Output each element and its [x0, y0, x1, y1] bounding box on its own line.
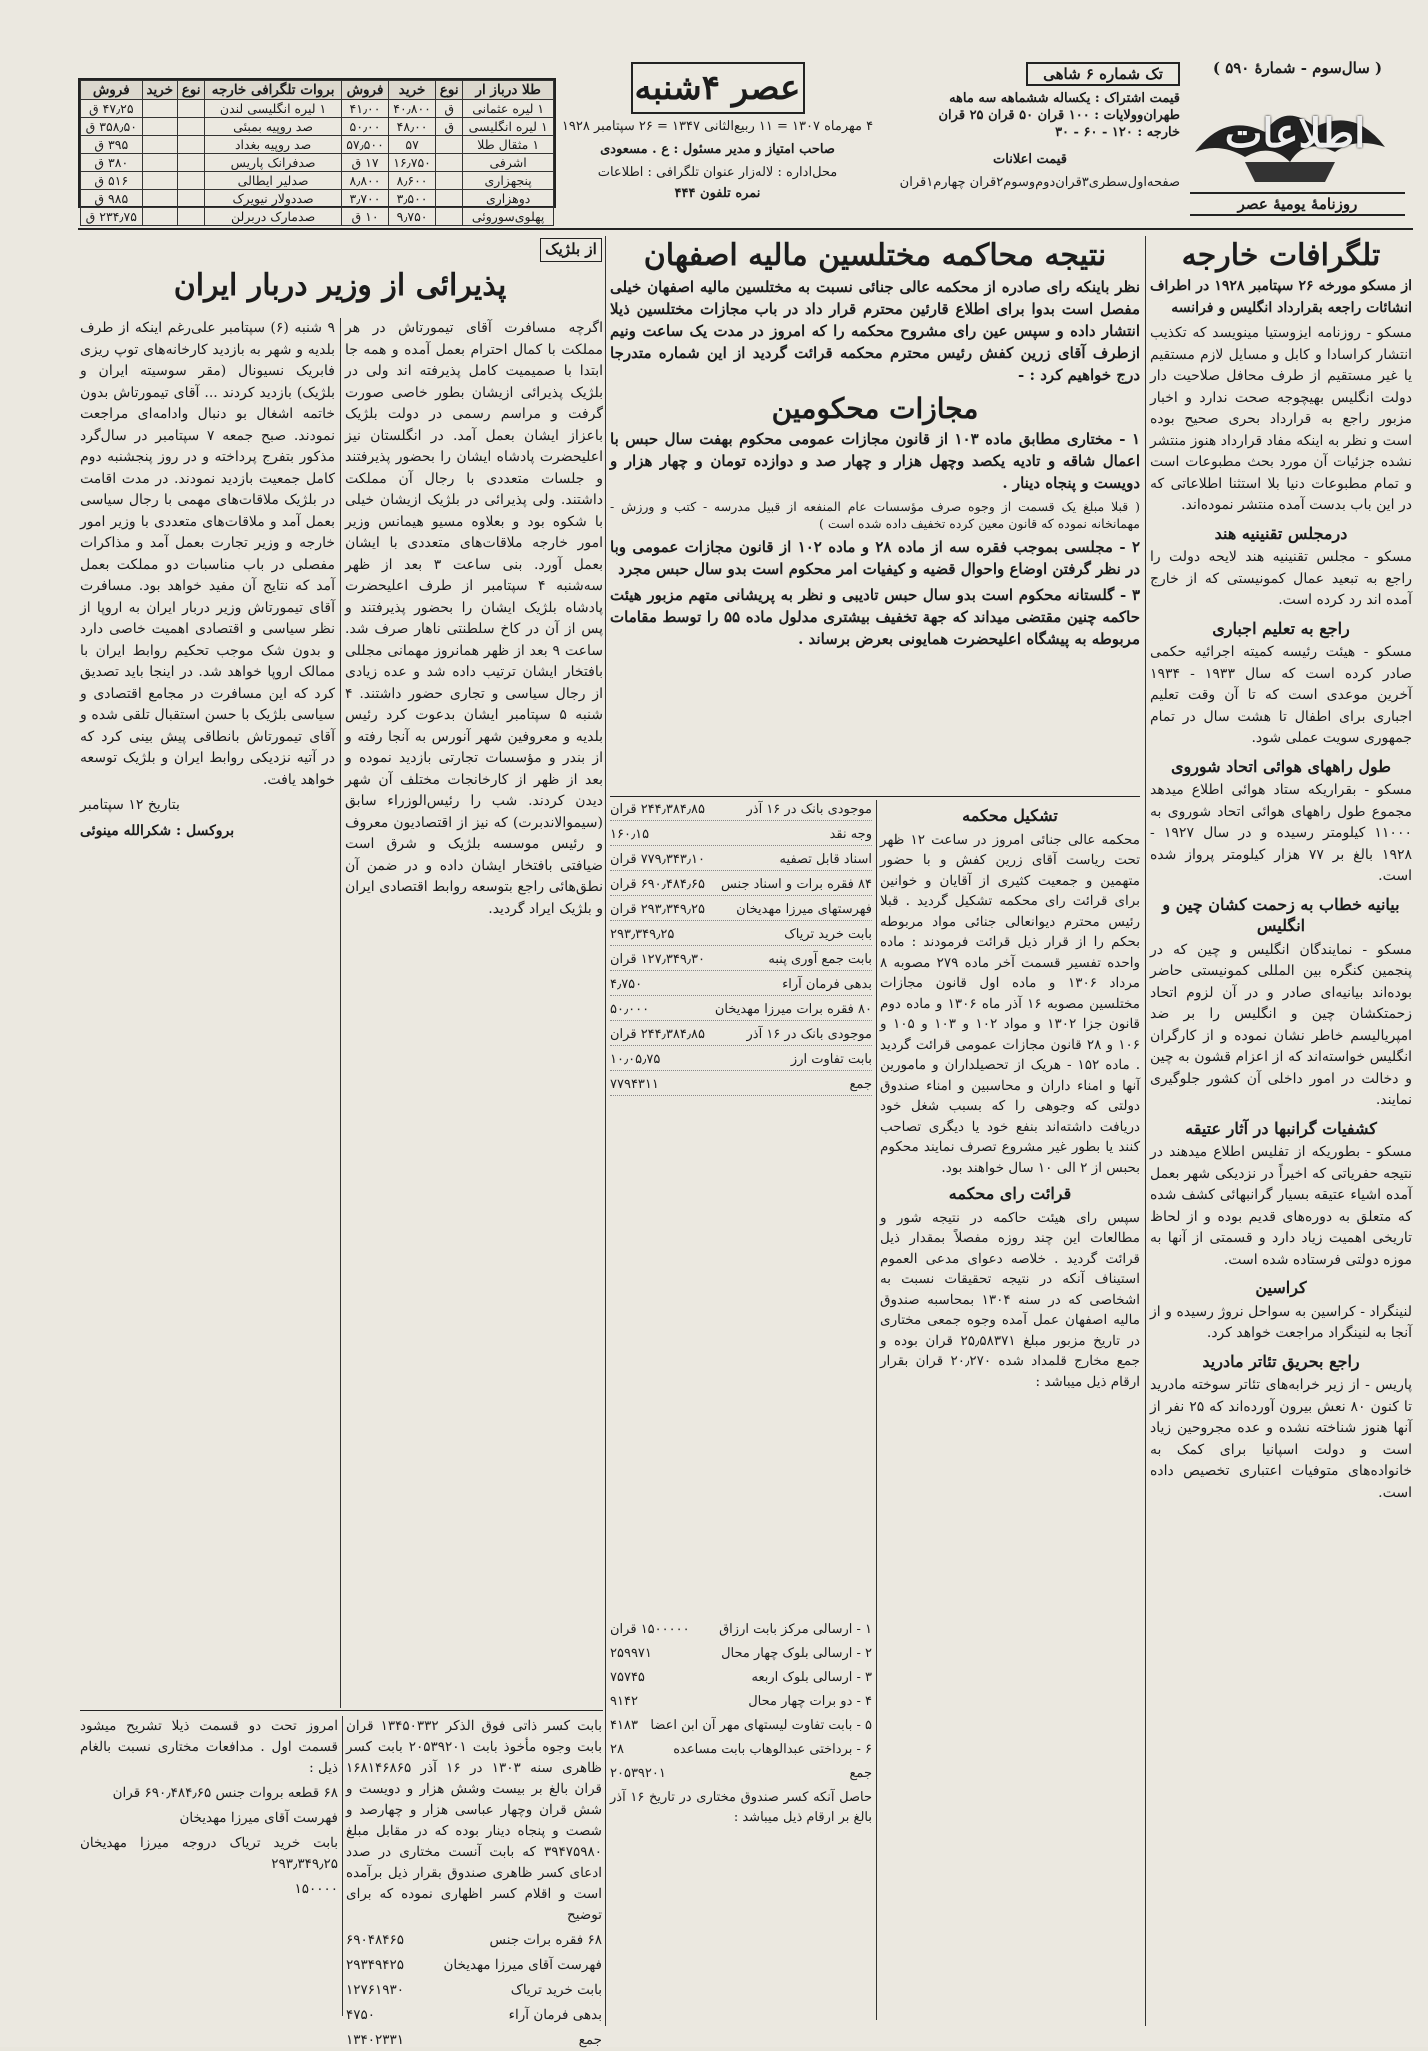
reception-title: پذیرائی از وزیر دربار ایران: [173, 268, 507, 303]
rates-row: [81, 208, 554, 226]
ads-line: صفحه‌اول‌سطری‌۳قران‌دوم‌وسوم‌۲قران چهارم‌۱قران: [899, 175, 1180, 190]
ledger-value: ۴۱۸۳: [610, 1718, 638, 1733]
ledger-row: [610, 1075, 872, 1096]
court-title: نتیجه محاکمه مختلسین مالیه اصفهان: [643, 238, 1107, 273]
column-rule: [340, 318, 341, 1708]
rates-cell: پهلوی‌سوروئی: [463, 208, 554, 226]
rates-row: [81, 118, 554, 136]
ledger-row: [610, 1000, 872, 1021]
paper-day: عصر ۴شنبه: [631, 62, 805, 114]
ledger-row: [610, 1668, 872, 1688]
ledger-value: ۷۷۹٫۳۴۳٫۱۰ قران: [610, 852, 705, 867]
rates-cell: [178, 136, 205, 154]
rates-cell: [178, 154, 205, 172]
rates-cell: ۳۵۸٫۵۰ ق: [81, 118, 143, 136]
rates-table: [80, 80, 554, 226]
ledger-row: [610, 1050, 872, 1071]
ledger-label: وجه نقد: [829, 827, 872, 842]
rates-cell: [178, 190, 205, 208]
rates-header-cell: فروش: [341, 81, 388, 100]
ledger-row: [346, 1930, 602, 1951]
rates-cell: ۴۸٫۰۰: [389, 118, 436, 136]
rates-cell: [142, 118, 177, 136]
rates-cell: ۱۷ ق: [341, 154, 388, 172]
court-item-1-note: ( قبلا مبلغ یک قسمت از وجوه صرف مؤسسات عام المنفعه از قبیل مدرسه - کتب و ورزش - مهمانخانه نموده که قانون معین کرده تخفیف داده شده است ): [610, 499, 1140, 531]
rates-cell: ۵۷٫۵۰۰: [341, 136, 388, 154]
ledger-label: ۱ - ارسالی مرکز بابت ارزاق: [719, 1622, 872, 1637]
ledger-label: بابت خرید تریاک: [784, 927, 872, 942]
rates-cell: ۳۸۰ ق: [81, 154, 143, 172]
ledger-label: اسناد قابل تصفیه: [779, 852, 872, 867]
rates-cell: ۸٫۶۰۰: [389, 172, 436, 190]
ledger-column-3: [610, 1620, 872, 2020]
court-item-1: ۱ - مختاری مطابق ماده ۱۰۳ از قانون مجازات عمومی محکوم بهفت سال حبس با اعمال شاقه و تادیه یکصد وچهل هزار و چهار صد و دوازده تومان و چهار هزار و دویست و پنجاه دینار .: [610, 430, 1141, 492]
ledger-row: [610, 800, 872, 821]
rates-cell: صد روپیه بمبئی: [205, 118, 342, 136]
rates-cell: ۳٫۷۰۰: [341, 190, 388, 208]
ledger-label: ۶۸ فقره برات جنس: [489, 1932, 602, 1948]
rates-cell: ۴۱٫۰۰: [341, 100, 388, 118]
ledger-value: ۷۷۹۴۳۱۱: [610, 1077, 659, 1092]
ledger-value: ۲۸: [610, 1742, 624, 1757]
ledger-value: ۲۴۴٫۳۸۴٫۸۵ قران: [610, 1027, 705, 1042]
ledger-value: ۱۲۷٫۳۴۹٫۳۰ قران: [610, 952, 705, 967]
rates-cell: [436, 190, 463, 208]
reception-right-column: [80, 318, 335, 1708]
rates-cell: ۱ لیره عثمانی: [463, 100, 554, 118]
rates-cell: ۴۰٫۸۰۰: [389, 100, 436, 118]
rates-cell: ۱ لیره انگلیسی: [463, 118, 554, 136]
rates-header-cell: نوع: [436, 81, 463, 100]
owner-line: صاحب امتیاز و مدیر مسئول : ع . مسعودی: [600, 142, 835, 157]
rates-cell: ۵۷: [389, 136, 436, 154]
foreign-h1: درمجلس تقنینیه هند: [1214, 523, 1348, 543]
court-verdict-text: سپس رای هیئت حاکمه در نتیجه شور و مطالعات این چند روزه مفصلاً بمقدار ذیل قرائت گردید . خلاصه دعوای مدعی العموم استیناف آنکه در نتیجه تحقیقات نسبت به اشخاصی که در سنه ۱۳۰۴ بمحاسبه صندوق مالیه اصفهان عمل آمده وجوه جمعی مختاری در تاریخ مزبور مبلغ ۲۵٫۵۸۳۷۱ قران بوده و جمع مخارج قلمداد شده ۲۰٫۲۷۰ قران بقرار ارقام ذیل میباشد :: [880, 1209, 1141, 1390]
rates-cell: [178, 100, 205, 118]
rates-cell: [142, 154, 177, 172]
rates-cell: ۵۰٫۰۰: [341, 118, 388, 136]
ledger-value: ۶۹۰۴۸۴۶۵: [346, 1932, 405, 1948]
ledger-value: ۶۹۰٫۴۸۴٫۶۵ قران: [610, 877, 705, 892]
foreign-p7: لنینگراد - کراسین به سواحل نروژ رسیده و از آنجا به لنینگراد مراجعت خواهد کرد.: [1150, 1303, 1412, 1341]
phone-line: نمره تلفون ۴۴۴: [674, 186, 761, 201]
ledger-value: ۹۱۴۲: [610, 1694, 638, 1709]
ledger-label: ۸۰ فقره برات میرزا مهدیخان: [714, 1002, 872, 1017]
rates-cell: [142, 190, 177, 208]
rates-header-cell: نوع: [178, 81, 205, 100]
ledger-label: ۸۴ فقره برات و اسناد جنس: [720, 877, 872, 892]
bottom-line: ۱۵۰۰۰۰: [294, 1881, 338, 1897]
column-rule: [876, 800, 877, 2020]
rates-cell: ۱ مثقال طلا: [463, 136, 554, 154]
rates-cell: ۳۹۵ ق: [81, 136, 143, 154]
rates-cell: ق: [436, 100, 463, 118]
ledger-row: [610, 1740, 872, 1760]
rates-header-cell: طلا درباز ار: [463, 81, 554, 100]
rates-cell: دوهزاری: [463, 190, 554, 208]
foreign-h3: طول راههای هوائی اتحاد شوروی: [1170, 756, 1392, 776]
ledger-row: [346, 2005, 602, 2026]
paper-info-panel: [560, 62, 875, 222]
ledger-row: [610, 1692, 872, 1712]
ledger-label: جمع: [578, 2032, 602, 2048]
bottom-divider: [80, 1710, 603, 1711]
bottom-left-column: [80, 1716, 338, 2016]
ledger-value: ۲۵۹۹۷۱: [610, 1646, 652, 1661]
rates-cell: [178, 172, 205, 190]
ledger-row: [610, 925, 872, 946]
rates-cell: صدمارک دربرلن: [205, 208, 342, 226]
foreign-h2: راجع به تعلیم اجباری: [1212, 618, 1350, 638]
rates-row: [81, 172, 554, 190]
foreign-p8: پاریس - از زیر خرابه‌های تئاتر سوخته مادرید تا کنون ۸۰ نعش بیرون آورده‌اند که ۲۵ نفر از آنها هنوز شناخته نشده و عده مجروحین زیاد است و دولت اسپانیا برای کمک به خانواده‌های متوفیات اعتباری تخصیص داده است.: [1150, 1377, 1412, 1501]
subscription-abroad: خارجه : ۱۲۰ - ۶۰ - ۳۰: [1055, 125, 1180, 140]
rates-row: [81, 136, 554, 154]
tagline: روزنامهٔ یومیهٔ عصر: [1190, 192, 1405, 216]
reception-right-text: ۹ شنبه (۶) سپتامبر علی‌رغم اینکه از طرف بلدیه و شهر به بازدید کارخانه‌های توپ ریزی فابریک نسیونال (مقر سوسیته ایران و بلژیک) بازدید کردند ... آقای تیمورتاش بدون خاتمه اشغال بو دنبال وادامه‌ای مراجعت نمودند. صبح جمعه ۷ سپتامبر در سال‌گرد مذکور بتفرج پرداخته و در روز پنجشنبه دوم کامل جمعیت بازدید نمودند. در مدت اقامت در بلژیک ملاقات‌های مهمی با رجال سیاسی بعمل آمد و ملاقات‌های متعددی با وزیر امور خارجه و وزیر تجارت بعمل آمد و مذاکرات مفصلی در باب مناسبات دو مملکت بعمل آمد که نتایج آن مفید خواهد بود. مسافرت آقای تیمورتاش وزیر دربار ایران به اروپا از نظر سیاسی و اقتصادی اهمیت خاصی دارد و بدون شک موجب تحکیم روابط ایران با ممالک اروپا خواهد شد. در اینجا باید تصدیق کرد که این مسافرت در مجامع اقتصادی و سیاسی بلژیک با حسن استقبال تلقی شده و آقای تیمورتاش بانطاقی پیش بینی کرد که در آتیه نزدیکی روابط ایران و بلژیک توسعه خواهد یافت.: [80, 320, 335, 788]
ledger-value: ۴٫۷۵۰: [610, 977, 643, 992]
rates-header-cell: خرید: [142, 81, 177, 100]
ledger-value: ۴۷۵۰: [346, 2007, 376, 2023]
rates-cell: ۱ لیره انگلیسی لندن: [205, 100, 342, 118]
rates-row: [81, 190, 554, 208]
reception-sign-date: بتاریخ ۱۲ سپتامبر: [80, 797, 180, 813]
subscription-panel: [880, 62, 1180, 222]
ledger-label: فهرستهای میرزا مهدیخان: [736, 902, 872, 917]
rates-cell: [142, 172, 177, 190]
ledger-label: بابت تفاوت ارز: [790, 1052, 872, 1067]
bottom-line: بابت خرید تریاک دروجه میرزا مهدیخان ۲۹۳٫۳۴۹٫۲۵: [80, 1835, 338, 1872]
bottom-line: ۶۸ قطعه بروات جنس ۶۹۰٫۴۸۴٫۶۵ قران: [112, 1785, 338, 1801]
column-rule: [342, 1716, 343, 2016]
rates-cell: [142, 208, 177, 226]
bottom-lines: [80, 1783, 338, 1900]
rates-row: [81, 154, 554, 172]
rates-cell: اشرفی: [463, 154, 554, 172]
foreign-h6: کراسین: [1255, 1278, 1307, 1297]
rates-cell: ۲۳۴٫۷۵ ق: [81, 208, 143, 226]
foreign-p2: مسکو - مجلس تقنینیه هند لایحه دولت را راجع به تبعید عمال کمونیستی که از خارج آمده اند رد کرده است.: [1150, 549, 1412, 608]
rates-cell: ۴۷٫۲۵ ق: [81, 100, 143, 118]
ledger-row: [610, 1764, 872, 1784]
reception-left-text: اگرچه مسافرت آقای تیمورتاش در هر مملکت با کمال احترام بعمل آمده و همه جا ابتدا با صمیمیت کامل پذیرفته اند ولی در بلژیک پذیرائی ازیشان بطور خاصی صورت گرفت و مراسم رسمی در دولت بلژیک باعزاز ایشان بعمل آمد. در انگلستان نیز اعلیحضرت پادشاه ایشان را بحضور پذیرفتند و جلسات متعددی با رجال آن مملکت داشتند. ولی پذیرائی در بلژیک ازیشان خیلی با شکوه بود و بعلاوه مسیو هیمانس وزیر امور خارجه ملاقات‌های متعددی با ایشان بعمل آورد. بنی ساعت ۳ بعد از ظهر سه‌شنبه ۴ سپتامبر از طرف اعلیحضرت پادشاه بلژیک ایشان را بحضور پذیرفتند و پس از آن در کاخ سلطنتی ناهار صرف شد. ساعت ۹ بعد از ظهر همانروز مهمانی مجللی بافتخار ایشان ترتیب داده شد و عده زیادی از رجال سیاسی و تجاری حضور داشتند. ۴ شنبه ۵ سپتامبر ایشان بدعوت کرد رئیس بلدیه و معروفین شهر آنورس به آنجا رفته و از بندر و مؤسسات تجارتی بازدید نموده و بعد از ظهر از کارخانجات مختلف آن شهر دیدن کردند. شب را رئیس‌الوزراء سابق (سیموالاندبرت) که نیز از اقتصادیون معروف و رئیس موسسه بلژیک و شرق است ضیافتی بافتخار ایشان داده و در ضمن آن نطق‌هائی راجع بتوسعه روابط اقتصادی ایران و بلژیک ایراد گردید.: [345, 320, 603, 917]
ads-title: قیمت اعلانات: [993, 152, 1067, 167]
ledger-row: [610, 850, 872, 871]
ledger-value: ۲۰۵۳۹۲۰۱: [610, 1766, 666, 1781]
date-line: ۴ مهرماه ۱۳۰۷ = ۱۱ ربیع‌الثانی ۱۳۴۷ = ۲۶ سپتامبر ۱۹۲۸: [561, 119, 874, 134]
ledger-label: جمع: [849, 1766, 872, 1781]
ledger-value: ۱۶۰٫۱۵: [610, 827, 650, 842]
rates-cell: ۹۸۵ ق: [81, 190, 143, 208]
reception-sign-name: بروکسل : شکرالله مینوئی: [80, 822, 235, 839]
masthead-divider: [78, 228, 1413, 230]
ledger-value: ۲۹۳٫۳۴۹٫۲۵ قران: [610, 902, 705, 917]
ledger-value: ۲۹۳٫۳۴۹٫۲۵: [610, 927, 675, 942]
court-divider: [610, 796, 1140, 797]
rates-cell: صدفرانک پاریس: [205, 154, 342, 172]
ledger-note: حاصل آنکه کسر صندوق مختاری در تاریخ ۱۶ آذر بالغ بر ارقام ذیل میباشد :: [610, 1790, 873, 1825]
rates-cell: ۹٫۷۵۰: [389, 208, 436, 226]
ledger-row: [610, 1644, 872, 1664]
rates-row: [81, 100, 554, 118]
office-line: محل‌اداره : لاله‌زار عنوان تلگرافی : اطلاعات: [597, 165, 838, 180]
rates-cell: صددولار نیویرک: [205, 190, 342, 208]
rates-cell: [142, 136, 177, 154]
section-label: از بلژیک: [540, 238, 602, 262]
court-item-3: ۳ - گلستانه محکوم است بدو سال حبس تادیبی و نظر به پریشانی متهم مزبور هیئت حاکمه چنین مقتضی میداند که جهة تخفیف بیشتری مدلول ماده ۵۵ را توسط مقامات مربوطه به پیشگاه اعلیحضرت همایونی بعرض برساند .: [610, 586, 1140, 648]
rates-cell: ق: [436, 118, 463, 136]
ledger-label: ۵ - بابت تفاوت لیستهای مهر آن ابن اعضا: [650, 1718, 872, 1733]
logo-text: اطلاعات: [1224, 110, 1366, 157]
ledger-label: بابت جمع آوری پنبه: [768, 952, 872, 967]
foreign-title: تلگرافات خارجه: [1181, 238, 1381, 273]
ledger-row: [346, 1980, 602, 2001]
ledger-row: [610, 900, 872, 921]
ledger-label: بدهی فرمان آراء: [782, 977, 872, 992]
ledger-row: [346, 1955, 602, 1976]
rates-cell: [436, 154, 463, 172]
ledger-row: [610, 1025, 872, 1046]
subscription-tehran: طهران‌وولایات : ۱۰۰ قران ۵۰ قران ۲۵ قران: [938, 108, 1180, 123]
ledger-label: ۴ - دو برات چهار محال: [748, 1694, 872, 1709]
foreign-p3: مسکو - هیئت رئیسه کمیته اجرائیه حکمی صادر کرده است که سال ۱۹۳۳ - ۱۹۳۴ آخرین موعدی است که تا آن وقت تعلیم اجباری برای اطفال تا هشت سال در تمام جمهوری سویت عملی شود.: [1150, 644, 1412, 746]
foreign-h4: بیانیه خطاب به زحمت کشان چین و انگلیس: [1162, 894, 1400, 935]
rates-cell: پنجهزاری: [463, 172, 554, 190]
court-item-2: ۲ - مجلسی بموجب فقره سه از ماده ۲۸ و ماده ۱۰۲ از قانون مجازات عمومی وبا در نظر گرفتن اوضاع واحوال قضیه و کیفیات امر محکوم است بدو سال حبس مجرد: [610, 538, 1140, 578]
foreign-h5: کشفیات گرانبها در آثار عتیقه: [1185, 1118, 1377, 1138]
rates-cell: ۱۶٫۷۵۰: [389, 154, 436, 172]
rates-cell: [436, 136, 463, 154]
ledger-value: ۵۰٫۰۰۰: [610, 1002, 650, 1017]
ledger-label: بدهی فرمان آراء: [508, 2007, 602, 2023]
ledger-value: ۲۴۴٫۳۸۴٫۸۵ قران: [610, 802, 705, 817]
subscription-title: قیمت اشتراک : یکساله ششماهه سه ماهه: [949, 91, 1180, 106]
court-verdict-title: قرائت رای محکمه: [948, 1184, 1072, 1203]
rates-cell: ۸٫۸۰۰: [341, 172, 388, 190]
ledger-label: موجودی بانک در ۱۶ آذر: [746, 1027, 872, 1042]
rates-cell: [436, 172, 463, 190]
bottom-right-intro: بابت کسر ذاتی فوق الذکر ۱۳۴۵۰۳۳۲ قران بابت وجوه مأخوذ بابت ۲۰۵۳۹۲۰۱ بابت کسر ظاهری سنه ۱۳۰۳ در ۱۶ آذر ۱۶۸۱۴۶۸۶۵ قران بالغ بر بیست وشش هزار و دویست و شش قران وچهار عباسی هزار و چهارصد و شصت و پنجاه دینار بوده که در مقابل مبلغ ۳۹۴۷۵۹۸۰ که بابت آنست مختاری در صدد ادعای کسر ظاهری صندوق بقرار ذیل برآمده است و اقلام کسر اظهاری نموده که برای توضیح: [346, 1718, 603, 1923]
rates-cell: ۱۰ ق: [341, 208, 388, 226]
ledger-value: ۱۰٫۰۵٫۷۵: [610, 1052, 661, 1067]
ledger-value: ۷۵۷۴۵: [610, 1670, 645, 1685]
reception-left-column: [345, 318, 603, 1708]
rates-header-cell: خرید: [389, 81, 436, 100]
issue-label: ( سال‌سوم - شمارهٔ ۵۹۰ ): [1212, 59, 1383, 77]
issue-label-box: [1190, 58, 1405, 94]
ledger-row: [610, 825, 872, 846]
ledger-value: ۱۵۰۰۰۰۰ قران: [610, 1622, 690, 1637]
bottom-line: فهرست آقای میرزا مهدیخان: [179, 1810, 338, 1826]
rates-cell: ۵۱۶ ق: [81, 172, 143, 190]
bottom-middle-column: [346, 1716, 603, 2048]
rates-header-cell: بروات تلگرافی خارجه: [205, 81, 342, 100]
ledger-row: [610, 875, 872, 896]
column-rule: [605, 236, 606, 2026]
ledger-label: فهرست آقای میرزا مهدیخان: [443, 1957, 602, 1973]
rates-cell: [142, 100, 177, 118]
ledger-value: ۲۹۳۴۹۴۲۵: [346, 1957, 405, 1973]
column-rule: [1145, 236, 1146, 2026]
ledger-label: جمع: [849, 1077, 872, 1092]
court-intro: نظر باینکه رای صادره از محکمه عالی جنائی نسبت به مختلسین مالیه اصفهان خیلی مفصل است بدوا برای اطلاع قارئین محترم قرار داد در باب مجازات مختلسین ذیلا انتشار داده و سپس عین رای مشروح محکمه را که امروز در مدت یک ساعت ونیم ازطرف آقای زرین کفش رئیس محترم محکمه قرائت گردید از این شماره متدرجا درج خواهیم کرد : -: [610, 278, 1140, 384]
rates-table-box: [78, 78, 556, 224]
ledger-row: [610, 950, 872, 971]
rates-cell: صد روپیه بغداد: [205, 136, 342, 154]
ledger-label: ۶ - برداختی عبدالوهاب بابت مساعده: [673, 1742, 872, 1757]
court-formation-text: محکمه عالی جنائی امروز در ساعت ۱۲ ظهر تحت ریاست آقای زرین کفش و با حضور متهمین و جمعیت کثیری از آقایان و خوانین برای قرائت رای محکمه تشکیل گردید . قبلا رئیس محترم دیوانعالی جنائی مواد مربوطه بحکم را از قرار ذیل قرائت فرمودند : ماده واحده تفسیر قسمت آخر ماده ۲۷۹ مصوبه ۸ مرداد ۱۳۰۶ و ماده اول قانون مجازات مختلسین مصوبه ۱۶ آذر ماه ۱۳۰۶ و ماده دوم قانون جزا ۱۳۰۲ و مواد ۱۰۲ و ۱۰۳ و ۱۰۵ و ۱۰۶ و ۲۸ قانون مجازات عمومی قرائت گردید . ماده ۱۵۲ - هریک از تحصیلداران و مامورین آنها و امناء داران و محاسبین و امناء صندوق دولتی که وجوهی را که بسبب شغل خود دریافت داشته‌اند بنفع خود یا دیگری تصاحب کنند یا بطور غیر مشروع تصرف نمایند محکوم بحبس از ۲ الی ۱۰ سال خواهند بود.: [880, 831, 1141, 1176]
ledger-label: موجودی بانک در ۱۶ آذر: [746, 802, 872, 817]
single-copy-price: تک شماره ۶ شاهی: [1026, 62, 1180, 86]
ledger-value: ۱۳۴۰۲۳۳۱: [346, 2032, 405, 2048]
court-article-top: [610, 236, 1140, 796]
court-formation-column: [880, 800, 1140, 1700]
ledger-row: [610, 1620, 872, 1640]
bottom-intro: امروز تحت دو قسمت ذیلا تشریح میشود قسمت اول . مدافعات مختاری نسبت بالغام ذیل :: [80, 1718, 338, 1776]
foreign-h7: راجع بحریق تئاتر مادرید: [1202, 1351, 1360, 1371]
rates-header-cell: فروش: [81, 81, 143, 100]
ledger-label: ۳ - ارسالی بلوک اربعه: [751, 1670, 872, 1685]
court-formation-title: تشکیل محکمه: [962, 806, 1058, 825]
rates-cell: ۳٫۵۰۰: [389, 190, 436, 208]
court-subtitle: مجازات محکومین: [771, 392, 979, 425]
ledger-label: بابت خرید تریاک: [510, 1982, 602, 1998]
foreign-p6: مسکو - بطوریکه از تفلیس اطلاع میدهند در نتیجه حفریاتی که اخیراً در نزدیکی شهر بعمل آمده اشیاء عتیقه بسیار گرانبهائی کشف شده که متعلق به دوره‌های قدیم بوده و از لحاظ تاریخی اهمیت زیاد دارد و قسمتی از آنها به موزه دولتی فرستاده شده است.: [1150, 1144, 1412, 1268]
foreign-p4: مسکو - بقراریکه ستاد هوائی اطلاع میدهد مجموع طول راههای هوائی اتحاد شوروی به ۱۱۰۰۰ کیلومتر رسیده و در سال ۱۹۲۷ - ۱۹۲۸ بالغ بر ۷۷ هزار کیلومتر پرواز شده است.: [1150, 782, 1412, 884]
foreign-telegrams-column: [1150, 236, 1412, 2026]
rates-cell: صدلیر ایطالی: [205, 172, 342, 190]
rates-cell: [178, 118, 205, 136]
ledger-row: [610, 1716, 872, 1736]
rates-header-row: [81, 81, 554, 100]
ledger-value: ۱۲۷۶۱۹۳۰: [346, 1982, 405, 1998]
rates-cell: [178, 208, 205, 226]
ledger-row: [610, 975, 872, 996]
foreign-p5: مسکو - نمایندگان انگلیس و چین که در پنجمین کنگره بین المللی کمونیستی حاضر بوده‌اند بیانیه‌ای صادر و در آن لزوم اتحاد زحمتکشان چین و انگلیس را بر ضد امپریالیسم خاطر نشان نموده و از کارگران انگلیس خواسته‌اند که از اعزام قشون به چین و دخالت در امور داخلی آن کشور جلوگیری نمایند.: [1150, 941, 1412, 1108]
ledger-label: ۲ - ارسالی بلوک چهار محال: [721, 1646, 872, 1661]
rates-cell: [436, 208, 463, 226]
foreign-lead: از مسکو مورخه ۲۶ سپتامبر ۱۹۲۸ در اطراف انشائات راجعه بقرارداد انگلیس و فرانسه: [1150, 278, 1412, 316]
ledger-row: [346, 2030, 602, 2051]
foreign-p1: مسکو - روزنامه ایزوستیا مینویسد که تکذیب انتشار کراسادا و کابل و مسایل لازم مستقیم یا غیر مستقیم از طرف محافل صلاحیت دار دولت انگلیس بهیچوجه صحت ندارد و اخبار مزبور راجع به قرارداد بحری صحیح بوده است و نظر به اینکه مفاد قرارداد هنوز منتشر نشده جزئیات آن مورد بحث مطبوعات است و تمام مطبوعات دنیا بلا استثنا اطلاعاتی که در این باب بدست آمده منتشر نموده‌اند.: [1150, 325, 1412, 513]
ledger-column-2: [346, 1930, 602, 2051]
